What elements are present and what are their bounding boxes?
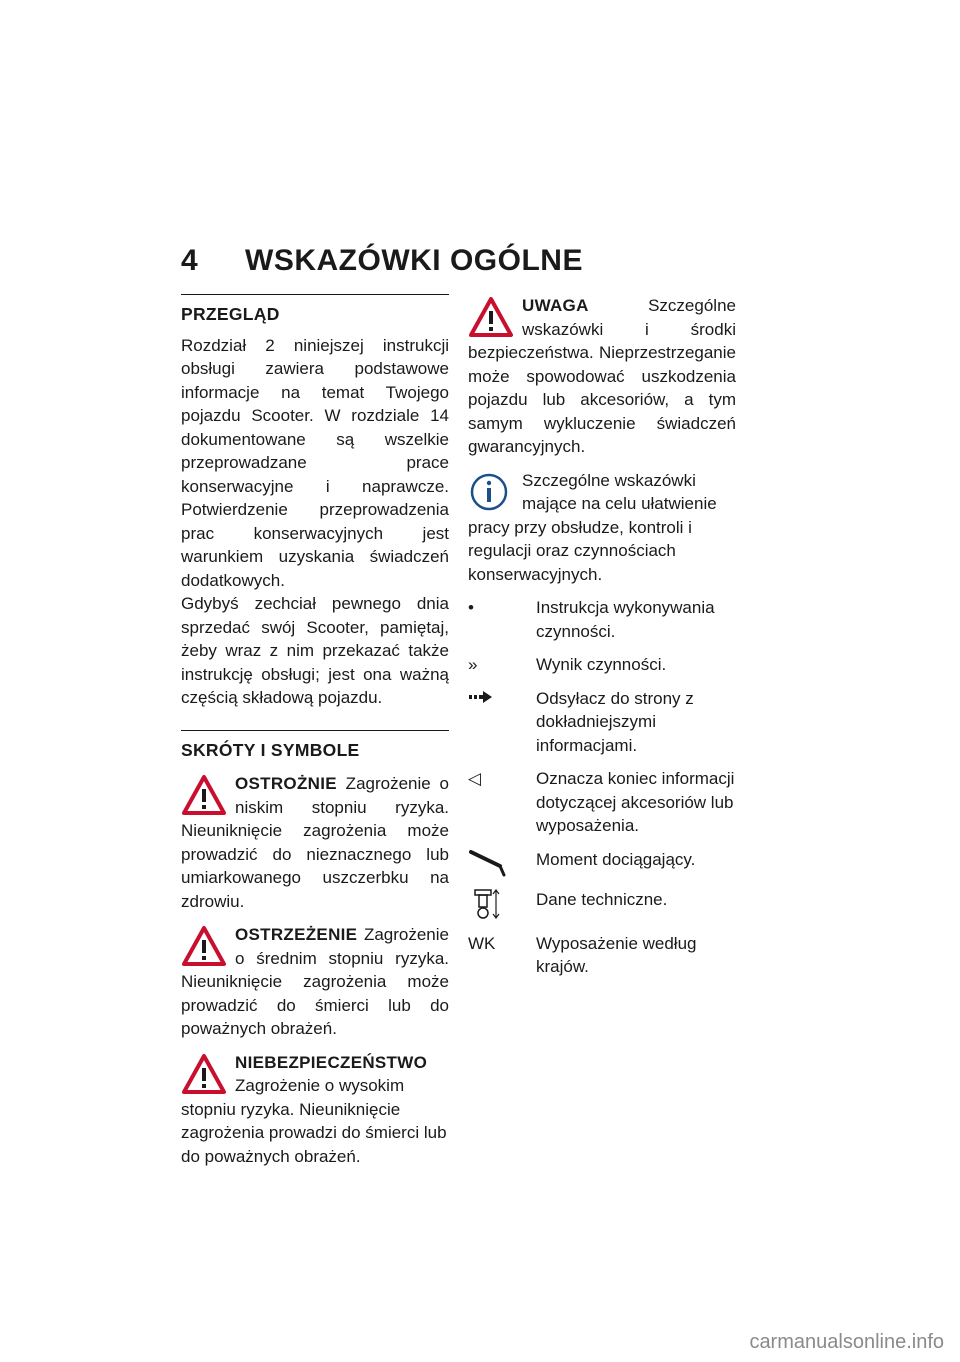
torque-wrench-icon	[468, 848, 512, 878]
bullet-icon: •	[468, 598, 474, 617]
warning-text: Zagrożenie o średnim stopniu ryzyka. Nieuniknięcie zagrożenia może prowadzić do śmierci lub do poważnych obrażeń.	[181, 925, 449, 1038]
list-item	[468, 888, 736, 922]
warning-triangle-icon	[468, 296, 514, 338]
chapter-title-text: WSKAZÓWKI OGÓLNE	[245, 244, 583, 277]
danger-keyword: NIEBEZPIECZEŃSTWO	[235, 1052, 428, 1072]
legend-text: Instrukcja wykonywania czynności.	[536, 598, 715, 641]
reference-arrow-icon	[468, 687, 494, 707]
legend-text: Oznacza koniec informacji dotyczącej akcesoriów lub wyposażenia.	[536, 769, 735, 835]
overview-paragraph-2: Gdybyś zechciał pewnego dnia sprzedać swój Scooter, pamiętaj, żeby wraz z nim przekazać także instrukcję obsługi; jest ona ważną częścią składową pojazdu.	[181, 594, 449, 707]
list-item	[468, 687, 736, 758]
list-item	[468, 932, 736, 979]
list-item	[468, 596, 736, 643]
result-arrow-icon: »	[468, 655, 478, 674]
symbols-heading: SKRÓTY I SYMBOLE	[181, 739, 360, 760]
overview-heading: PRZEGLĄD	[181, 304, 280, 324]
country-equipment-label: WK	[468, 933, 496, 953]
warning-keyword: OSTRZEŻENIE	[235, 925, 358, 944]
warning-notice	[181, 923, 449, 1041]
warning-triangle-icon	[181, 925, 227, 967]
legend-text: Wynik czynności.	[536, 655, 667, 674]
symbol-legend	[468, 596, 736, 979]
list-item	[468, 653, 736, 677]
info-block	[468, 469, 736, 587]
legend-text: Moment dociągający.	[536, 849, 696, 869]
watermark: carmanualsonline.info	[749, 1331, 944, 1353]
list-item	[468, 848, 736, 878]
right-column	[468, 294, 736, 989]
technical-data-icon	[468, 888, 504, 922]
notice-keyword: UWAGA	[522, 296, 589, 315]
legend-text: Wyposażenie według krajów.	[536, 933, 697, 976]
chapter-number: 4	[181, 244, 199, 277]
info-text: Szczególne wskazówki mające na celu ułatwienie pracy przy obsłudze, kontroli i regulacji oraz czynnościach konserwacyjnych.	[468, 470, 717, 584]
danger-notice	[181, 1051, 449, 1169]
notice-block	[468, 294, 736, 459]
caution-text: Zagrożenie o niskim stopniu ryzyka. Nieuniknięcie zagrożenia może prowadzić do nieznacznego lub umiarkowanego uszczerbku na zdrowiu.	[181, 774, 449, 911]
left-column	[181, 294, 449, 1168]
legend-text: Dane techniczne.	[536, 889, 668, 909]
end-marker-icon: ◁	[468, 769, 482, 788]
overview-paragraph-1: Rozdział 2 niniejszej instrukcji obsługi zawiera podstawowe informacje na temat Twojego pojazdu Scooter. W rozdziale 14 dokumentowane są wszelkie przeprowadzane prace konserwacyjne i naprawcze. Potwierdzenie przeprowadzenia prac konserwacyjnych jest warunkiem uzyskania świadczeń dodatkowych.	[181, 335, 449, 590]
info-icon	[468, 471, 514, 513]
legend-text: Odsyłacz do strony z dokładniejszymi informacjami.	[536, 688, 694, 755]
caution-keyword: OSTROŻNIE	[235, 774, 337, 793]
caution-notice	[181, 772, 449, 913]
section-divider	[181, 294, 449, 295]
list-item	[468, 767, 736, 838]
chapter-title	[181, 244, 583, 278]
danger-text: Zagrożenie o wysokim stopniu ryzyka. Nieuniknięcie zagrożenia prowadzi do śmierci lub do poważnych obrażeń.	[181, 1076, 447, 1166]
warning-triangle-icon	[181, 1053, 227, 1095]
notice-text: Szczególne wskazówki i środki bezpieczeństwa. Nieprzestrzeganie może spowodować uszkodzenia pojazdu lub akcesoriów, a tym samym wykluczenie świadczeń gwarancyjnych.	[468, 296, 736, 456]
section-divider	[181, 730, 449, 731]
warning-triangle-icon	[181, 774, 227, 816]
